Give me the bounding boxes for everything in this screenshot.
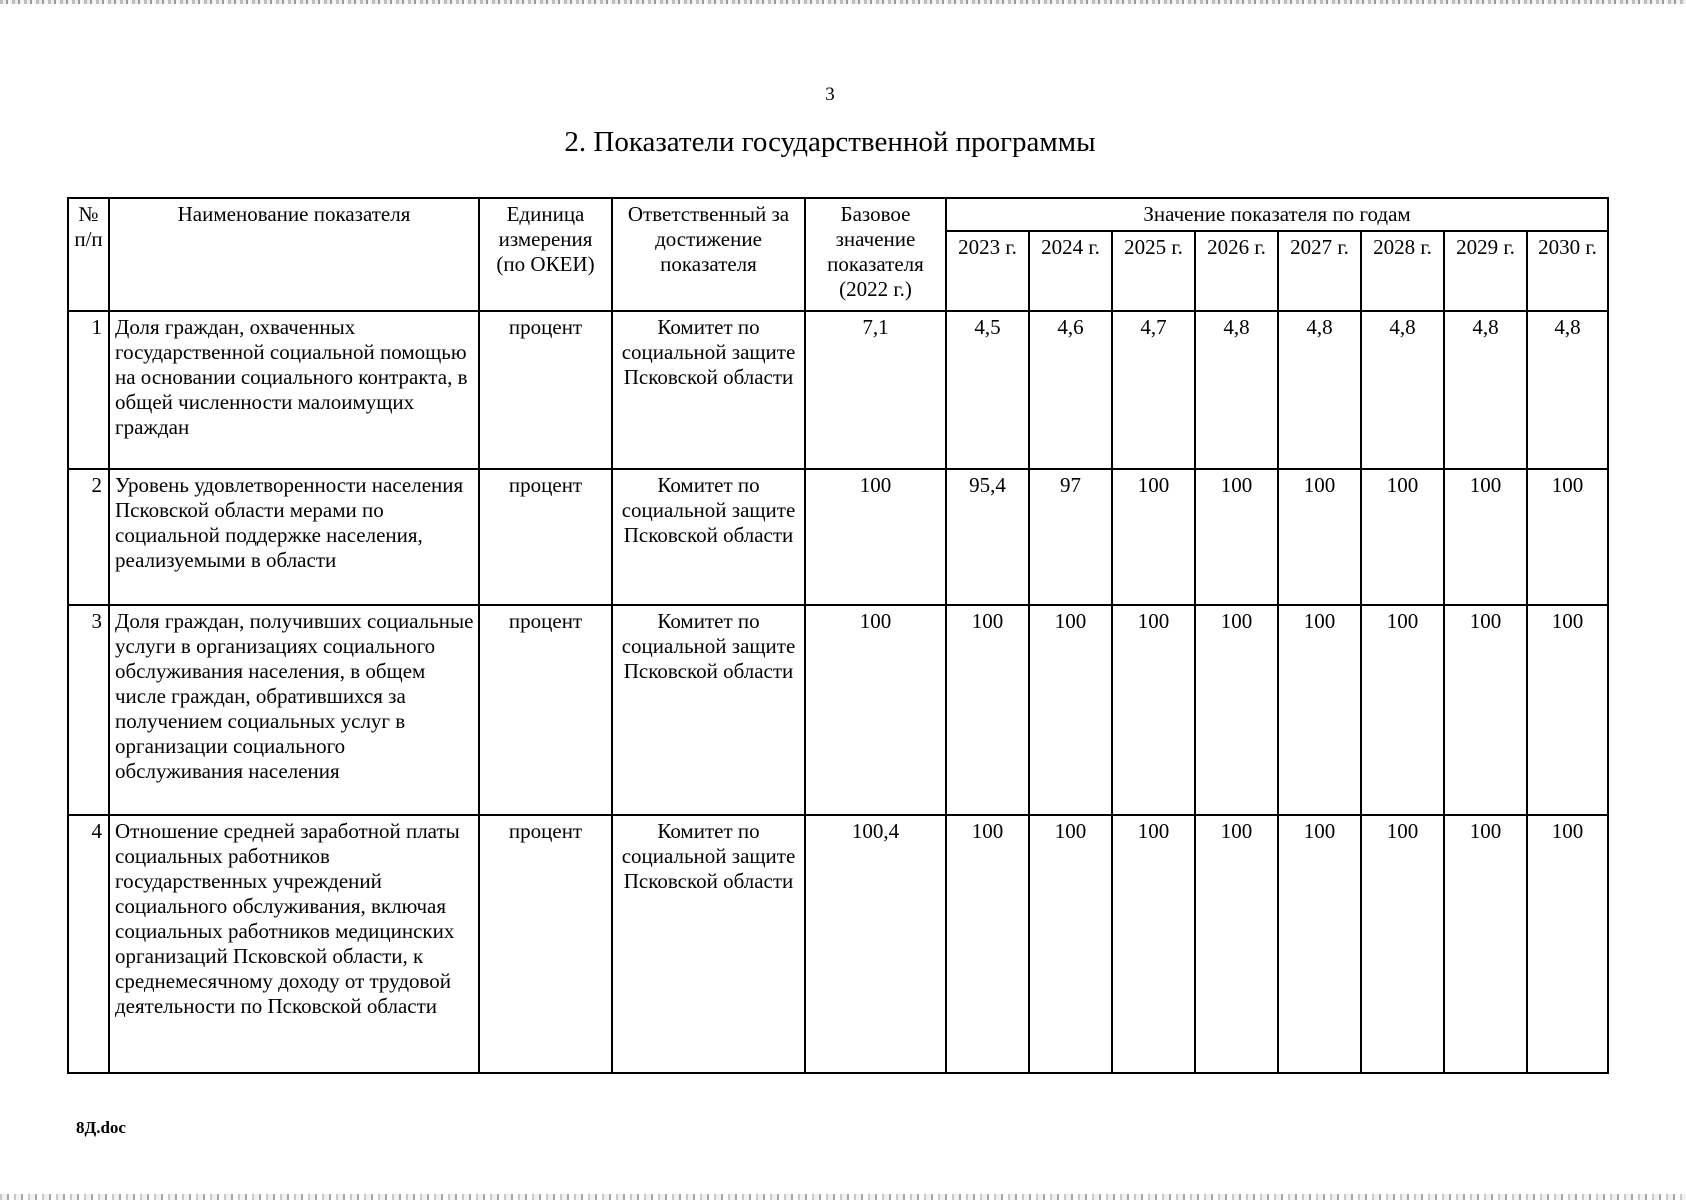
year-value-cell: 4,8 [1444, 311, 1527, 469]
year-value-cell: 100 [1444, 469, 1527, 605]
header-year: 2029 г. [1444, 231, 1527, 311]
table-row [68, 469, 1608, 605]
base-value-cell: 7,1 [805, 311, 946, 469]
row-number: 4 [68, 815, 109, 1073]
year-value-cell: 97 [1029, 469, 1112, 605]
header-year: 2030 г. [1527, 231, 1608, 311]
year-value-cell: 4,5 [946, 311, 1029, 469]
year-value-cell: 100 [1195, 469, 1278, 605]
header-base-value: Базовое значение показателя (2022 г.) [805, 198, 946, 311]
page-title: 2. Показатели государственной программы [564, 126, 1096, 158]
header-unit: Единица измерения (по ОКЕИ) [479, 198, 612, 311]
header-year: 2024 г. [1029, 231, 1112, 311]
header-name: Наименование показателя [109, 198, 479, 311]
year-value-cell: 100 [1029, 815, 1112, 1073]
indicator-name: Доля граждан, получивших социальные услуги в организациях социального обслуживания населения, в общем числе граждан, обратившихся за получением социальных услуг в организации социального обслуживания населения [109, 605, 479, 815]
unit-cell: процент [479, 311, 612, 469]
year-value-cell: 100 [946, 815, 1029, 1073]
base-value-cell: 100,4 [805, 815, 946, 1073]
year-value-cell: 100 [1361, 815, 1444, 1073]
row-number: 3 [68, 605, 109, 815]
year-value-cell: 100 [1444, 815, 1527, 1073]
responsible-cell: Комитет по социальной защите Псковской области [612, 815, 805, 1073]
responsible-cell: Комитет по социальной защите Псковской области [612, 311, 805, 469]
year-value-cell: 100 [1112, 605, 1195, 815]
responsible-cell: Комитет по социальной защите Псковской области [612, 469, 805, 605]
year-value-cell: 95,4 [946, 469, 1029, 605]
table-row [68, 815, 1608, 1073]
year-value-cell: 100 [1112, 815, 1195, 1073]
table-row [68, 311, 1608, 469]
year-value-cell: 100 [1444, 605, 1527, 815]
row-number: 2 [68, 469, 109, 605]
header-year: 2023 г. [946, 231, 1029, 311]
year-value-cell: 100 [1029, 605, 1112, 815]
year-value-cell: 100 [1361, 469, 1444, 605]
year-value-cell: 4,6 [1029, 311, 1112, 469]
base-value-cell: 100 [805, 605, 946, 815]
header-responsible: Ответственный за достижение показателя [612, 198, 805, 311]
year-value-cell: 100 [1278, 469, 1361, 605]
header-year: 2025 г. [1112, 231, 1195, 311]
footer-file-name: 8Д.doc [76, 1118, 126, 1137]
row-number: 1 [68, 311, 109, 469]
year-value-cell: 4,7 [1112, 311, 1195, 469]
year-value-cell: 100 [1527, 815, 1608, 1073]
year-value-cell: 100 [1278, 605, 1361, 815]
unit-cell: процент [479, 815, 612, 1073]
scan-edge-bottom [0, 1194, 1686, 1200]
year-value-cell: 100 [1195, 815, 1278, 1073]
year-value-cell: 4,8 [1361, 311, 1444, 469]
unit-cell: процент [479, 469, 612, 605]
year-value-cell: 100 [1527, 469, 1608, 605]
responsible-cell: Комитет по социальной защите Псковской области [612, 605, 805, 815]
year-value-cell: 100 [1361, 605, 1444, 815]
header-values-by-year: Значение показателя по годам [946, 198, 1608, 231]
table-row [68, 605, 1608, 815]
year-value-cell: 100 [1112, 469, 1195, 605]
header-year: 2027 г. [1278, 231, 1361, 311]
unit-cell: процент [479, 605, 612, 815]
header-year: 2026 г. [1195, 231, 1278, 311]
header-number: № п/п [68, 198, 109, 311]
header-year: 2028 г. [1361, 231, 1444, 311]
indicator-name: Отношение средней заработной платы социальных работников государственных учреждений социального обслуживания, включая социальных работников медицинских организаций Псковской области, к среднемесячному доходу от трудовой деятельности по Псковской области [109, 815, 479, 1073]
year-value-cell: 4,8 [1278, 311, 1361, 469]
table-header-row [68, 198, 1608, 231]
page-number: 3 [825, 84, 835, 105]
indicators-table [67, 197, 1609, 1074]
year-value-cell: 100 [1278, 815, 1361, 1073]
scan-edge-top [0, 0, 1686, 4]
year-value-cell: 100 [1527, 605, 1608, 815]
base-value-cell: 100 [805, 469, 946, 605]
indicator-name: Доля граждан, охваченных государственной социальной помощью на основании социального контракта, в общей численности малоимущих граждан [109, 311, 479, 469]
year-value-cell: 4,8 [1195, 311, 1278, 469]
indicator-name: Уровень удовлетворенности населения Псковской области мерами по социальной поддержке населения, реализуемыми в области [109, 469, 479, 605]
year-value-cell: 100 [946, 605, 1029, 815]
year-value-cell: 4,8 [1527, 311, 1608, 469]
year-value-cell: 100 [1195, 605, 1278, 815]
